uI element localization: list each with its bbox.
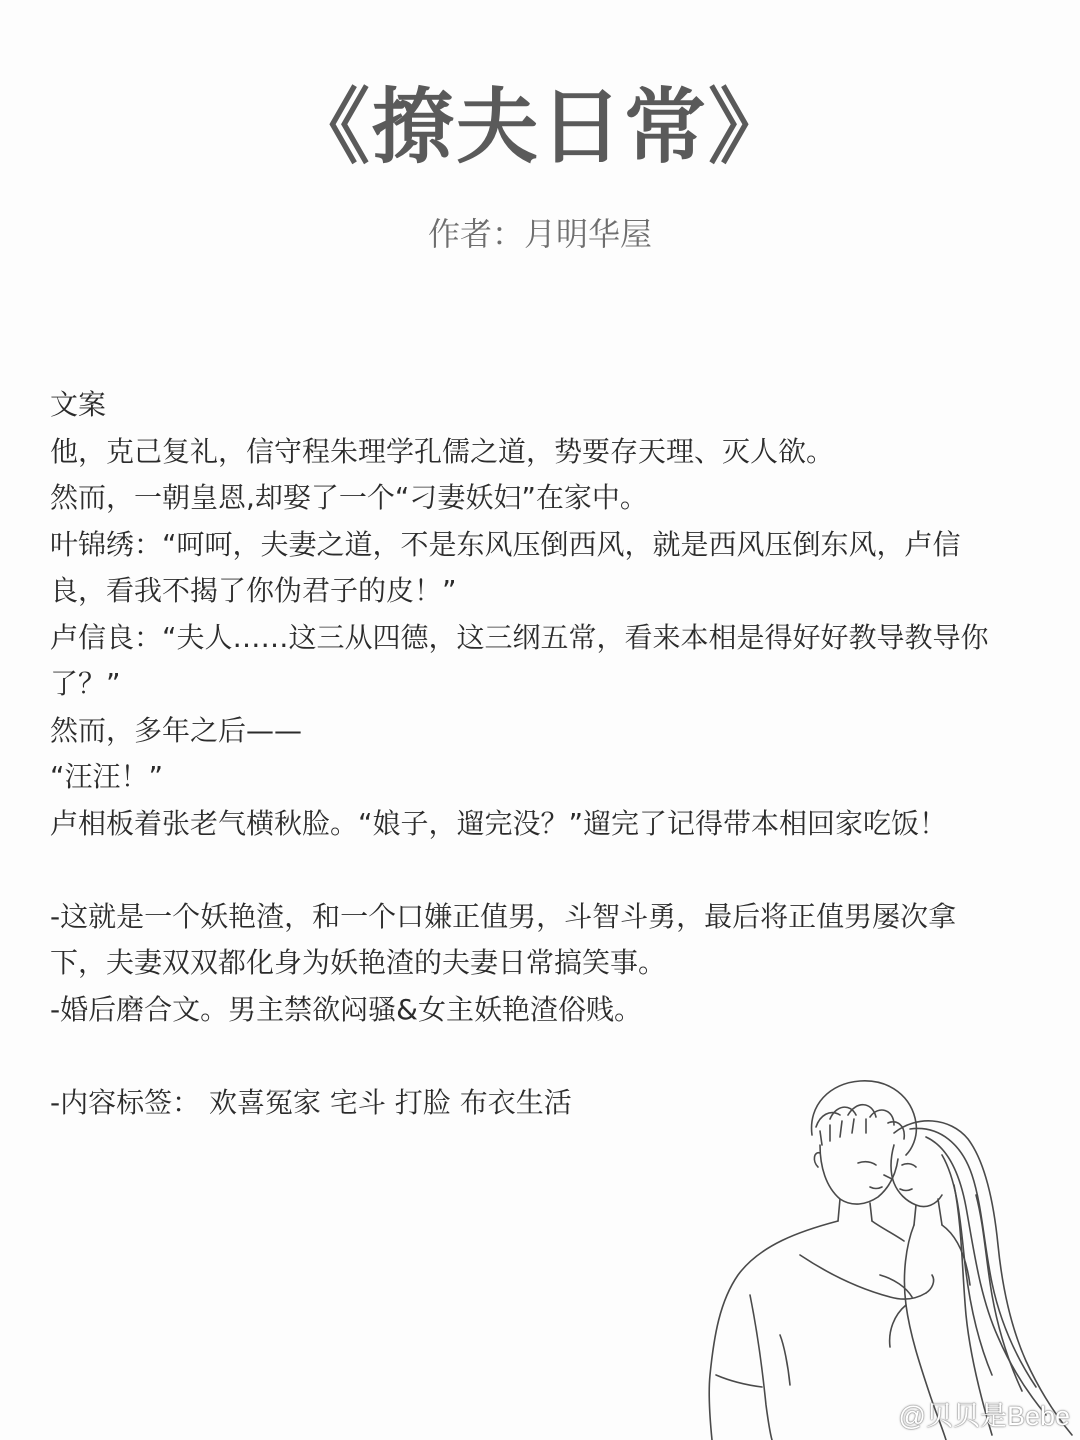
paragraph-gap [50,1033,1040,1080]
blurb-line: 了？” [50,667,121,700]
blurb-text [50,382,1040,1126]
blurb-line: 然而，一朝皇恩,却娶了一个“刁妻妖妇”在家中。 [50,481,648,514]
blurb-line: 他，克己复礼，信守程朱理学孔儒之道，势要存天理、灭人欲。 [50,434,835,468]
blurb-line: 卢信良：“夫人……这三从四德，这三纲五常，看来本相是得好好教导教导你 [50,620,989,654]
blurb-line: 良，看我不揭了你伪君子的皮！” [50,574,457,607]
blurb-line: -这就是一个妖艳渣，和一个口嫌正值男，斗智斗勇，最后将正值男屡次拿 [50,899,957,933]
couple-illustration-icon [680,1075,1080,1440]
blurb-line: “汪汪！” [50,760,164,793]
watermark: @贝贝是Bebe [898,1401,1070,1431]
blurb-line: 卢相板着张老气横秋脸。“娘子，遛完没？”遛完了记得带本相回家吃饭！ [50,806,948,840]
book-title: 《撩夫日常》 [287,80,792,175]
blurb-line: 下，夫妻双双都化身为妖艳渣的夫妻日常搞笑事。 [50,946,667,979]
paragraph-gap [50,847,1040,894]
blurb-heading: 文案 [50,388,107,421]
blurb-line: 然而，多年之后—— [50,713,303,747]
blurb-line: 叶锦绣：“呵呵，夫妻之道，不是东风压倒西风，就是西风压倒东风，卢信 [50,527,961,561]
author-line: 作者：月明华屋 [427,215,652,253]
blurb-line: -婚后磨合文。男主禁欲闷骚&女主妖艳渣俗贱。 [50,992,642,1026]
tags-line: -内容标签： 欢喜冤家 宅斗 打脸 布衣生活 [50,1085,572,1119]
